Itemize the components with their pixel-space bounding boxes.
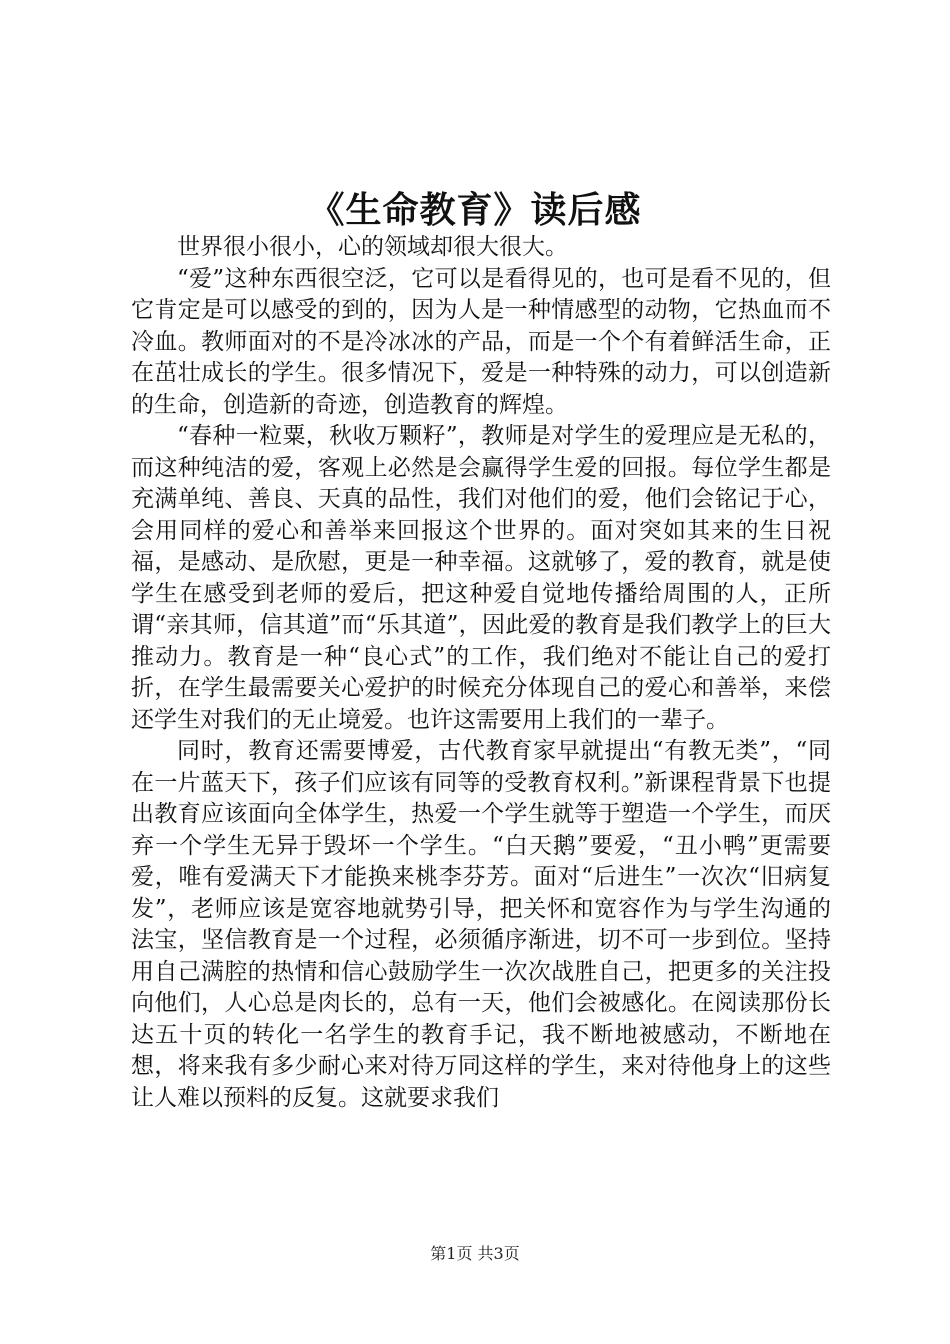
page-footer: 第1页 共3页 [430,1244,520,1263]
paragraph: “爱”这种东西很空泛，它可以是看得见的，也可是看不见的，但它肯定是可以感受的到的，因为人是一种情感型的动物，它热血而不冷血。教师面对的不是冷冰冰的产品，而是一个个有着鲜活生命，正在茁壮成长的学生。很多情况下，爱是一种特殊的动力，可以创造新的生命，创造新的奇迹，创造教育的辉煌。 [131,265,831,418]
document-title: 《生命教育》读后感 [308,189,642,231]
paragraph: “春种一粒粟，秋收万颗籽”，教师是对学生的爱理应是无私的，而这种纯洁的爱，客观上必然是会赢得学生爱的回报。每位学生都是充满单纯、善良、天真的品性，我们对他们的爱，他们会铭记于心，会用同样的爱心和善举来回报这个世界的。面对突如其来的生日祝福，是感动、是欣慰，更是一种幸福。这就够了，爱的教育，就是使学生在感受到老师的爱后，把这种爱自觉地传播给周围的人，正所谓“亲其师，信其道”而“乐其道”，因此爱的教育是我们教学上的巨大推动力。教育是一种“良心式”的工作，我们绝对不能让自己的爱打折，在学生最需要关心爱护的时候充分体现自己的爱心和善举，来偿还学生对我们的无止境爱。也许这需要用上我们的一辈子。 [131,423,831,733]
paragraph: 同时，教育还需要博爱，古代教育家早就提出“有教无类”，“同在一片蓝天下，孩子们应该有同等的受教育权利。”新课程背景下也提出教育应该面向全体学生，热爱一个学生就等于塑造一个学生，而厌弃一个学生无异于毁坏一个学生。“白天鹅”要爱，“丑小鸭”更需要爱，唯有爱满天下才能换来桃李芬芳。面对“后进生”一次次“旧病复发”，老师应该是宽容地就势引导，把关怀和宽容作为与学生沟通的法宝，坚信教育是一个过程，必须循序渐进，切不可一步到位。坚持用自己满腔的热情和信心鼓励学生一次次战胜自己，把更多的关注投向他们，人心总是肉长的，总有一天，他们会被感化。在阅读那份长达五十页的转化一名学生的教育手记，我不断地被感动，不断地在想，将来我有多少耐心来对待万同这样的学生，来对待他身上的这些让人难以预料的反复。这就要求我们 [131,738,831,1111]
document-body [131,232,831,1114]
paragraph: 世界很小很小，心的领域却很大很大。 [177,234,568,260]
